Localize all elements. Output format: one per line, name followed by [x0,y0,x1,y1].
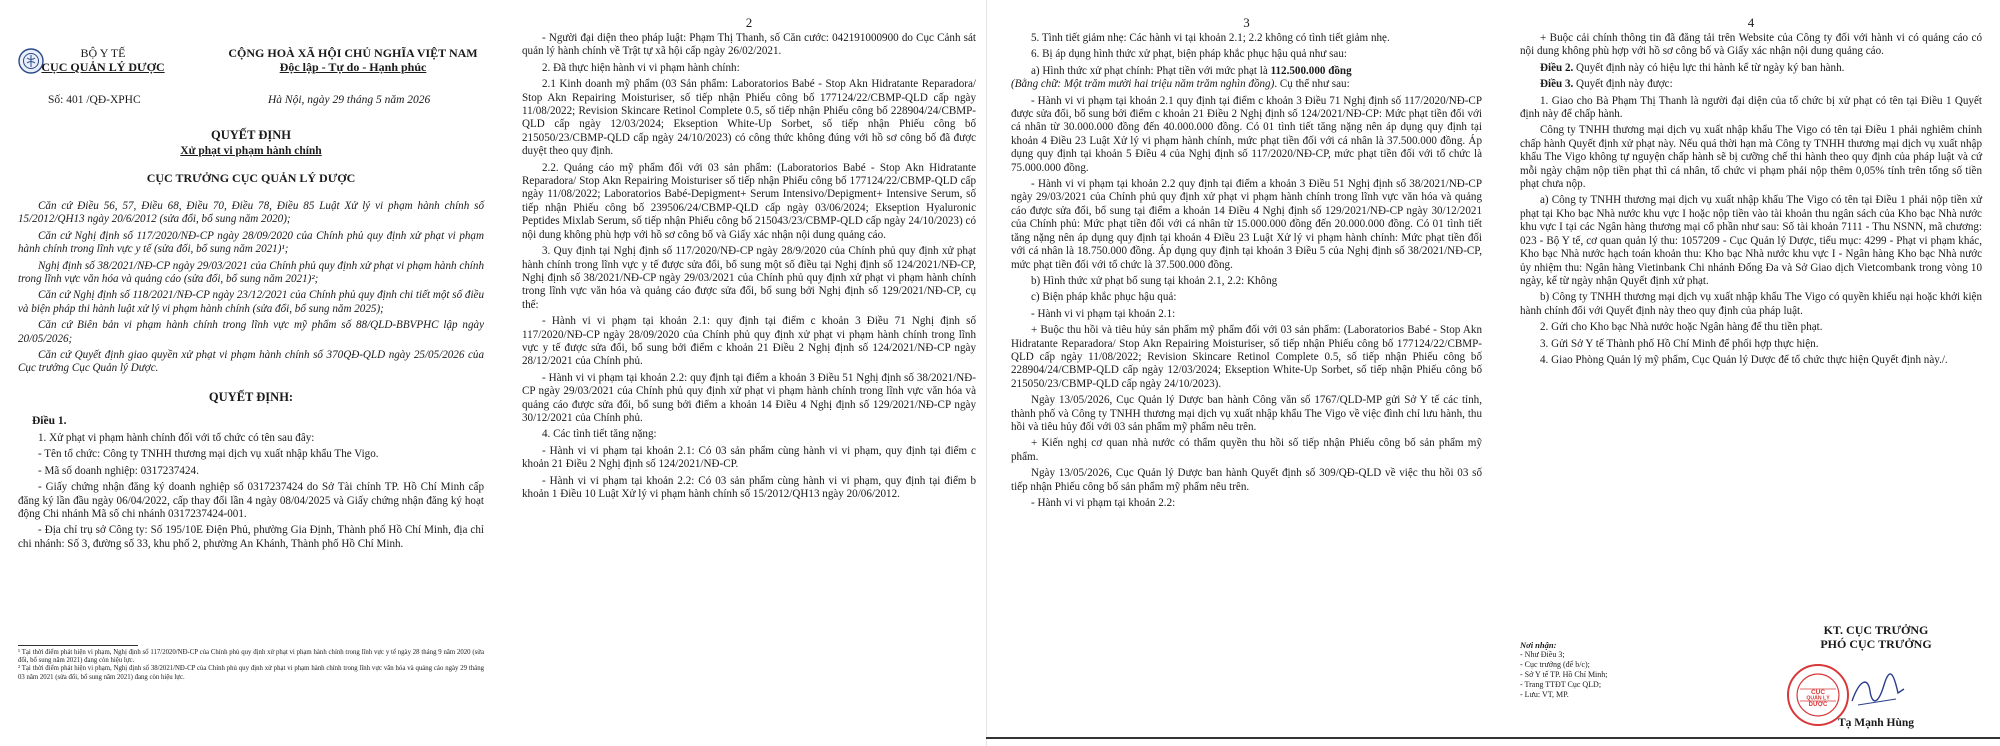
paragraph: 2.1 Kinh doanh mỹ phẩm (03 Sản phẩm: Laboratorios Babé - Stop Akn Hidratante Reparadora/ Stop Akn Repairing Moisturiser, số tiếp nhận Phiếu công bố 177124/22/CBMP-QLD cấp ngày 11/08/2022; Revision Skincare Retinol Complete 0.5, số tiếp nhận Phiếu công bố 228904/24/CBMP-QLD cấp ngày 12/03/2024; Ekseption White-Up Sorbet, số tiếp nhận Phiếu công bố 215050/23/CBMP-QLD cấp ngày 24/10/2023) có công thức không đúng với hồ sơ công bố đã được duyệt theo quy định. [522,78,976,158]
national-title [218,46,488,74]
paragraph: - Hành vi vi phạm tại khoản 2.1: [1031,307,1176,320]
handwritten-signature-icon [1848,671,1908,711]
signer-title-1: KT. CỤC TRƯỞNG [1823,623,1929,637]
paragraph: 3. Gửi Sở Y tế Thành phố Hồ Chí Minh để phối hợp thực hiện. [1540,337,1819,350]
decision-authority: CỤC TRƯỞNG CỤC QUẢN LÝ DƯỢC [146,171,356,185]
paragraph: 3. Quy định tại Nghị định số 117/2020/NĐ-CP ngày 28/9/2020 của Chính phủ quy định xử phạt hành chính trong lĩnh vực y tế được sửa đổi, bổ sung một số điều tại Nghị định số 124/2021/NĐ-CP, Nghị định số 38/2021/NĐ-CP ngày 29/03/2021 của Chính phủ quy định xử phạt vi phạm hành chính trong lĩnh vực văn hóa và quảng cáo được sửa đổi, bổ sung bởi Nghị định số 129/2021/NĐ-CP, cụ thể: [522,245,976,311]
recipients-title: Nơi nhận: [1520,640,1557,650]
paragraph: - Địa chỉ trụ sở Công ty: Số 195/10E Điện Phủ, phường Gia Định, Thành phố Hồ Chí Minh, địa chỉ chi nhánh: Số 3, đường số 33, khu phố 2, phường An Khánh, Thành phố Hồ Chí Minh. [18,524,484,550]
decision-number: Số: 401 /QĐ-XPHC [48,94,141,106]
paragraph: 2. Đã thực hiện hành vi vi phạm hành chính: [542,61,740,74]
recipient: - Trang TTĐT Cục QLD; [1520,680,1602,689]
nation-motto: Độc lập - Tự do - Hạnh phúc [279,60,427,74]
fine-amount: 112.500.000 đồng [1270,64,1352,77]
page-3-body [1011,32,1482,510]
agency-name: CỤC QUẢN LÝ DƯỢC [41,60,165,74]
recipient: - Như Điều 3; [1520,650,1565,659]
svg-text:QUẢN LÝ: QUẢN LÝ [1806,695,1830,702]
legal-bases [18,200,484,376]
paragraph: 1. Giao cho Bà Phạm Thị Thanh là người đại diện của tổ chức bị xử phạt có tên tại Điều 1 Quyết định này để chấp hành. [1520,94,1982,121]
signature-block [1766,623,1986,729]
paragraph: + Kiến nghị cơ quan nhà nước có thẩm quyền thu hồi số tiếp nhận Phiếu công bố sản phẩm mỹ phẩm. [1011,437,1482,463]
paragraph: - Tên tổ chức: Công ty TNHH thương mại dịch vụ xuất nhập khẩu The Vigo. [38,448,379,461]
paragraph: a) Công ty TNHH thương mại dịch vụ xuất nhập khẩu The Vigo có tên tại Điều 1 phải nộp tiền xử phạt tại Kho bạc Nhà nước khu vực I hoặc nộp tiền vào tài khoản thu ngân sách của Kho bạc Nhà nước khu vực I tại các Ngân hàng thương mại cổ phần như sau: Số tài khoản 7111 - Thu NSNN, mã chương: 023 - Bộ Y tế, cơ quan quản lý thu: 1057209 - Cục Quản lý Dược, tiểu mục: 4299 - Phạt vi phạm khác, Kho bạc Nhà nước hạch toán khoản thu: Kho bạc Nhà nước khu vực I - Ngân hàng Kho bạc Nhà nước ủy nhiệm thu: Ngân hàng Vietinbank Chi nhánh Đống Đa và Sở Giao dịch Vietcombank trong vòng 10 ngày, kể từ ngày nhận Quyết định xử phạt. [1520,194,1982,287]
paragraph: b) Hình thức xử phạt bổ sung tại khoản 2.1, 2.2: Không [1031,274,1278,287]
footnote-divider [18,645,138,646]
svg-text:CỤC: CỤC [1810,689,1826,696]
number-date-row [18,94,484,110]
number-date-line [48,94,488,108]
fine-prefix: a) Hình thức xử phạt chính: Phạt tiền với mức phạt là [1031,64,1271,77]
recipient: - Sở Y tế TP. Hồ Chí Minh; [1520,670,1608,679]
page-bottom-rule [986,737,2000,739]
article-2-label: Điều 2. [1540,61,1574,74]
paragraph: Ngày 13/05/2026, Cục Quản lý Dược ban hành Công văn số 1767/QLD-MP gửi Sở Y tế các tỉnh, thành phố và Công ty TNHH thương mại dịch vụ xuất nhập khẩu The Vigo về việc đình chỉ lưu hành, thu hồi và tiêu hủy đối với 03 sản phẩm mỹ phẩm nêu trên. [1011,394,1482,433]
paragraph: - Hành vi vi phạm tại khoản 2.1: quy định tại điểm c khoản 3 Điều 71 Nghị định số 117/2020/NĐ-CP ngày 28/09/2020 của Chính phủ quy định xử phạt vi phạm hành chính trong lĩnh vực y tế được sửa đổi, bổ sung bởi điểm c khoản 21 Điều 2 Nghị định số 124/2021/NĐ-CP ngày 28/12/2021 của Chính phủ. [522,315,976,368]
fine-suffix: . Cụ thể như sau: [1274,78,1350,91]
paragraph: - Hành vi vi phạm tại khoản 2.2 quy định tại điểm a khoản 3 Điều 51 Nghị định số 38/2021/NĐ-CP ngày 29/03/2021 của Chính phủ quy định xử phạt vi phạm hành chính trong lĩnh vực văn hóa và quảng cáo được sửa đổi, bổ sung tại điểm a khoản 14 Điều 4 Nghị định số 129/2021/NĐ-CP ngày 30/12/2021 của Chính phủ: Mức phạt tiền đối với cá nhân từ 15.000.000 đồng đến 20.000.000 đồng. Có 01 tình tiết tăng nặng nên áp dụng quy định tại khoản 4 Điều 23 Luật Xử lý vi phạm hành chính: Mức phạt tiền đối với cá nhân là 18.750.000 đồng. Áp dụng quy định tại khoản 3 Điều 5 của Nghị định số 38/2021/NĐ-CP, mức phạt tiền đối với tổ chức là 37.500.000 đồng. [1011,178,1482,271]
fine-paragraph [1011,65,1482,92]
paragraph: 1. Xử phạt vi phạm hành chính đối với tổ chức có tên sau đây: [38,431,315,444]
article-1-heading: Điều 1. [32,414,67,427]
legal-basis: Căn cứ Biên bản vi phạm hành chính trong lĩnh vực mỹ phẩm số 88/QLD-BBVPHC lập ngày 20/05/2026; [18,319,484,345]
decision-subtitle: Xử phạt vi phạm hành chính [180,145,322,157]
paragraph: - Hành vi vi phạm tại khoản 2.2: Có 03 sản phẩm cùng hành vi vi phạm, quy định tại điểm b khoản 1 Điều 10 Luật Xử lý vi phạm hành chính số 15/2012/QH13 ngày 20/06/2012. [522,474,976,500]
footnotes [18,645,484,682]
paragraph: - Người đại diện theo pháp luật: Phạm Thị Thanh, số Căn cước: 042191000900 do Cục Cảnh sát quản lý hành chính về Trật tự xã hội cấp ngày 26/02/2021. [522,32,976,58]
paragraph: c) Biện pháp khắc phục hậu quả: [1031,291,1177,304]
page-4 [1496,0,2000,746]
article-1-body [18,432,484,551]
paragraph: - Hành vi vi phạm tại khoản 2.1: Có 03 sản phẩm cùng hành vi vi phạm, quy định tại điểm c khoản 21 Điều 2 Nghị định số 124/2021/NĐ-CP. [522,444,976,471]
recipient: - Lưu: VT, MP. [1520,690,1569,699]
article-3-text: Quyết định này được: [1573,78,1673,91]
paragraph: 2.2. Quảng cáo mỹ phẩm đối với 03 sản phẩm: (Laboratorios Babé - Stop Akn Hidratante Reparadora/ Stop Akn Repairing Moisturiser số tiếp nhận Phiếu công bố 177124/22/CBMP-QLD cấp ngày 11/08/2022; Laboratorios Babé-Depigment+ Serum Intensivo/Depigment+ Intensive Serum, số tiếp nhận Phiếu công bố 239506/24/CBMP-QLD cấp ngày 03/06/2024; Ekseption Hyaluronic Peptides Mixlab Serum, số tiếp nhận Phiếu công bố 215043/23/CBMP-QLD cấp ngày 24/10/2023) có nội dung không phù hợp với hồ sơ công bố và Giấy xác nhận nội dung quảng cáo. [522,161,976,241]
paragraph: Công ty TNHH thương mại dịch vụ xuất nhập khẩu The Vigo có tên tại Điều 1 phải nghiêm chỉnh chấp hành Quyết định xử phạt này. Nếu quá thời hạn mà Công ty TNHH thương mại dịch vụ xuất nhập khẩu The Vigo không tự nguyện chấp hành sẽ bị cưỡng chế thi hành theo quy định của pháp luật và cứ mỗi ngày chậm nộp tiền phạt thì cá nhân, tổ chức vi phạm phải nộp thêm 0,05% tính trên tổng số tiền phạt chưa nộp. [1520,124,1982,191]
page-number: 3 [1243,15,1250,30]
paragraph: + Buộc thu hồi và tiêu hủy sản phẩm mỹ phẩm đối với 03 sản phẩm: (Laboratorios Babé - Stop Akn Hidratante Reparadora/ Stop Akn Repairing Moisturiser, số tiếp nhận Phiếu công bố 177124/22/CBMP-QLD cấp ngày 11/08/2022; Revision Skincare Retinol Complete 0.5, số tiếp nhận Phiếu công bố 228904/24/CBMP-QLD cấp ngày 12/03/2024; Ekseption White-Up Sorbet, số tiếp nhận Phiếu công bố 215050/23/CBMP-QLD cấp ngày 24/10/2023). [1011,324,1482,390]
paragraph: - Mã số doanh nghiệp: 0317237424. [38,464,199,477]
legal-basis: Căn cứ Nghị định số 117/2020/NĐ-CP ngày 28/09/2020 của Chính phủ quy định xử phạt vi phạm hành chính trong lĩnh vực y tế (sửa đổi, bổ sung năm 2021)¹; [18,229,484,256]
article-3 [1520,78,1982,91]
page-number: 2 [745,15,753,30]
paragraph: 4. Các tình tiết tăng nặng: [542,428,657,441]
issuing-agency [18,46,188,74]
article-2 [1520,62,1982,75]
paragraph: b) Công ty TNHH thương mại dịch vụ xuất nhập khẩu The Vigo có quyền khiếu nại hoặc khởi kiện hành chính đối với Quyết định này theo quy định của pháp luật. [1520,291,1982,317]
paragraph: + Buộc cải chính thông tin đã đăng tải trên Website của Công ty đối với hành vi có quảng cáo có nội dung không phù hợp với hồ sơ công bố và Giấy xác nhận nội dung quảng cáo. [1520,32,1982,58]
paragraph: - Hành vi vi phạm tại khoản 2.2: [1031,497,1176,509]
paragraph: 6. Bị áp dụng hình thức xử phạt, biện pháp khắc phục hậu quả như sau: [1031,48,1347,61]
paragraph: - Hành vi vi phạm tại khoản 2.1 quy định tại điểm c khoản 3 Điều 71 Nghị định số 117/2020/NĐ-CP được sửa đổi, bổ sung bởi điểm c khoản 21 Điều 2 Nghị định số 124/2021/NĐ-CP: Mức phạt tiền đối với cá nhân từ 30.000.000 đồng đến 40.000.000 đồng. Có 01 tình tiết tăng nặng nên áp dụng quy định tại khoản 4 Điều 23 Luật Xử lý vi phạm hành chính, mức phạt tiền đối với cá nhân là 37.500.000 đồng. Áp dụng quy định tại khoản 5 Điều 4 của Nghị định số 117/2020/NĐ-CP, mức phạt tiền đối với tổ chức là 75.000.000 đồng. [1011,94,1482,174]
legal-basis: Nghị định số 38/2021/NĐ-CP ngày 29/03/2021 của Chính phủ quy định xử phạt vi phạm hành chính trong lĩnh vực văn hóa và quảng cáo (sửa đổi, bổ sung năm 2021)²; [18,259,484,286]
paragraph: 2. Gửi cho Kho bạc Nhà nước hoặc Ngân hàng để thu tiền phạt. [1540,321,1823,334]
paragraph: - Giấy chứng nhận đăng ký doanh nghiệp số 0317237424 do Sở Tài chính TP. Hồ Chí Minh cấp đăng ký lần đầu ngày 06/04/2022, cấp thay đổi lần 4 ngày 08/04/2025 và Giấy chứng nhận đăng ký hoạt động Chi nhánh Mã số chi nhánh 0317237424-001. [18,481,484,520]
article-3-label: Điều 3. [1540,78,1574,91]
paragraph: Ngày 13/05/2026, Cục Quản lý Dược ban hành Quyết định số 309/QĐ-QLD về việc thu hồi 03 số tiếp nhận Phiếu công bố sản phẩm mỹ phẩm nêu trên. [1011,467,1482,493]
recipient: - Cục trưởng (để b/c); [1520,660,1590,669]
legal-basis: Căn cứ Điều 56, 57, Điều 68, Điều 70, Điều 78, Điều 85 Luật Xử lý vi phạm hành chính số 15/2012/QH13 ngày 20/6/2012 (sửa đổi, bổ sung năm 2020); [18,200,484,226]
paragraph: 5. Tình tiết giảm nhẹ: Các hành vi tại khoản 2.1; 2.2 không có tình tiết giảm nhẹ. [1031,32,1390,44]
decides-heading: QUYẾT ĐỊNH: [208,389,294,404]
page-1 [0,0,500,746]
page-2-body [522,32,976,501]
legal-basis: Căn cứ Quyết định giao quyền xử phạt vi phạm hành chính số 370QĐ-QLD ngày 25/05/2026 của Cục trưởng Cục Quản lý Dược. [18,349,484,375]
page-3 [986,0,1496,746]
document-header [18,46,484,94]
page-number: 4 [1747,15,1755,30]
page-2 [500,0,986,746]
paragraph: 4. Giao Phòng Quản lý mỹ phẩm, Cục Quản lý Dược để tổ chức thực hiện Quyết định này./. [1540,353,1948,366]
recipients-list [1520,640,1740,700]
issue-date: Hà Nội, ngày 29 tháng 5 năm 2026 [268,94,431,106]
paragraph: - Hành vi vi phạm tại khoản 2.2: quy định tại điểm a khoản 3 Điều 51 Nghị định số 38/2021/NĐ-CP ngày 29/03/2021 của Chính phủ quy định xử phạt vi phạm hành chính trong lĩnh vực văn hóa và quảng cáo được sửa đổi, bổ sung bởi điểm a khoản 14 Điều 4 Nghị định số 129/2021/NĐ-CP ngày 30/12/2021 của Chính phủ. [522,371,976,424]
page-4-body [1520,32,1982,367]
svg-text:DƯỢC: DƯỢC [1808,702,1828,708]
fine-in-words: (Bằng chữ: Một trăm mười hai triệu năm trăm nghìn đồng) [1011,78,1275,91]
nation-name: CỘNG HOÀ XÃ HỘI CHỦ NGHĨA VIỆT NAM [228,46,478,60]
signer-title-2: PHÓ CỤC TRƯỞNG [1820,637,1932,651]
footnote: ¹ Tại thời điểm phát hiện vi phạm, Nghị định số 117/2020/NĐ-CP của Chính phủ quy định xử phạt vi phạm hành chính trong lĩnh vực y tế ngày 28 tháng 9 năm 2020 (sửa đổi, bổ sung năm 2021) đang còn hiệu lực. [18,649,484,665]
legal-basis: Căn cứ Nghị định số 118/2021/NĐ-CP ngày 23/12/2021 của Chính phủ quy định chi tiết một số điều và biện pháp thi hành luật xử lý vi phạm hành chính (sửa đổi, bổ sung năm 2025); [18,289,484,315]
article-2-text: Quyết định này có hiệu lực thi hành kể từ ngày ký ban hành. [1573,61,1845,74]
signer-name: Tạ Mạnh Hùng [1837,717,1915,729]
ministry-name: BỘ Y TẾ [80,46,126,60]
decision-title: QUYẾT ĐỊNH [211,128,291,142]
footnote: ² Tại thời điểm phát hiện vi phạm, Nghị định số 38/2021/NĐ-CP của Chính phủ quy định xử phạt vi phạm hành chính trong lĩnh vực văn hóa và quảng cáo ngày 29 tháng 03 năm 2021 (sửa đổi, bổ sung năm 2021) đang còn hiệu lực. [18,665,484,681]
